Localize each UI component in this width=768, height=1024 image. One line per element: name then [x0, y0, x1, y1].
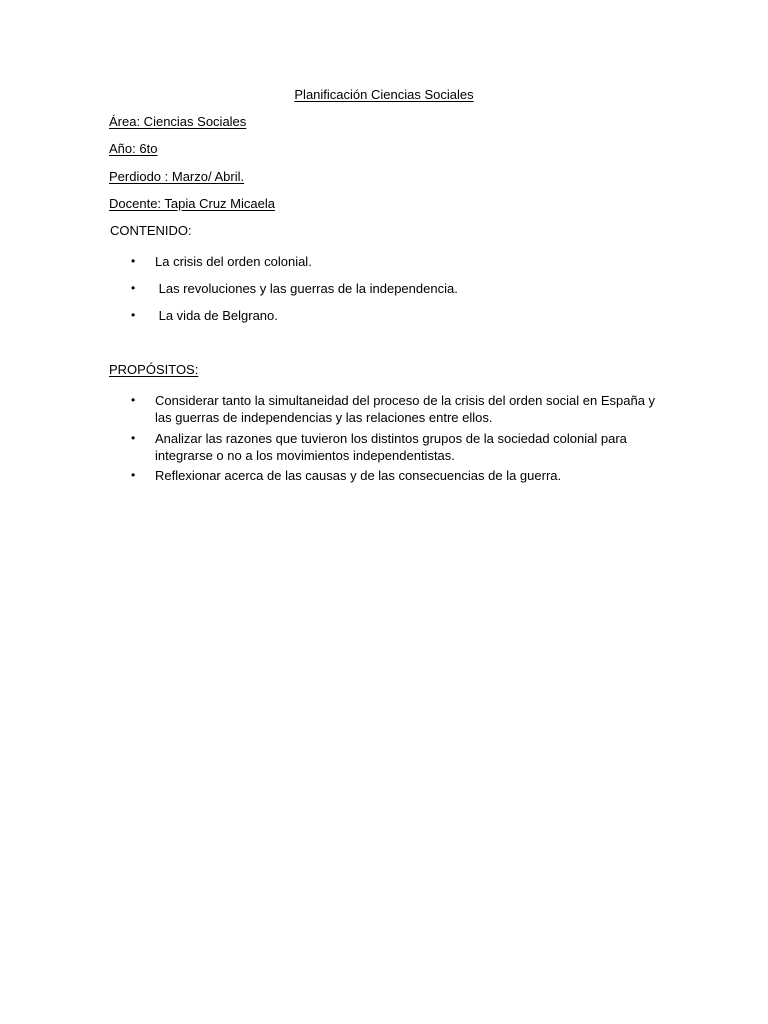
- content-item-text: La crisis del orden colonial.: [155, 254, 312, 269]
- purpose-item-line: Considerar tanto la simultaneidad del proceso de la crisis del orden social en España y: [155, 393, 656, 408]
- area-line: Área: Ciencias Sociales: [109, 114, 247, 129]
- content-item-text: La vida de Belgrano.: [155, 308, 278, 323]
- purpose-item-line: Analizar las razones que tuvieron los distintos grupos de la sociedad colonial para: [155, 431, 627, 446]
- bullet-icon: •: [131, 254, 136, 268]
- bullet-icon: •: [131, 281, 136, 295]
- purposes-heading: PROPÓSITOS:: [109, 362, 199, 377]
- purpose-item-line: las guerras de independencias y las relaciones entre ellos.: [155, 410, 493, 425]
- purpose-item-line: Reflexionar acerca de las causas y de las consecuencias de la guerra.: [155, 468, 562, 483]
- teacher-line: Docente: Tapia Cruz Micaela: [109, 196, 275, 211]
- content-heading: CONTENIDO:: [110, 223, 192, 238]
- content-item-text: Las revoluciones y las guerras de la independencia.: [155, 281, 458, 296]
- document-title: Planificación Ciencias Sociales: [294, 87, 474, 102]
- bullet-icon: •: [131, 308, 136, 322]
- bullet-icon: •: [131, 393, 136, 407]
- bullet-icon: •: [131, 431, 136, 445]
- bullet-icon: •: [131, 468, 136, 482]
- year-line: Año: 6to: [109, 141, 158, 156]
- purpose-item-line: integrarse o no a los movimientos independentistas.: [155, 448, 455, 463]
- period-line: Perdiodo : Marzo/ Abril.: [109, 169, 245, 184]
